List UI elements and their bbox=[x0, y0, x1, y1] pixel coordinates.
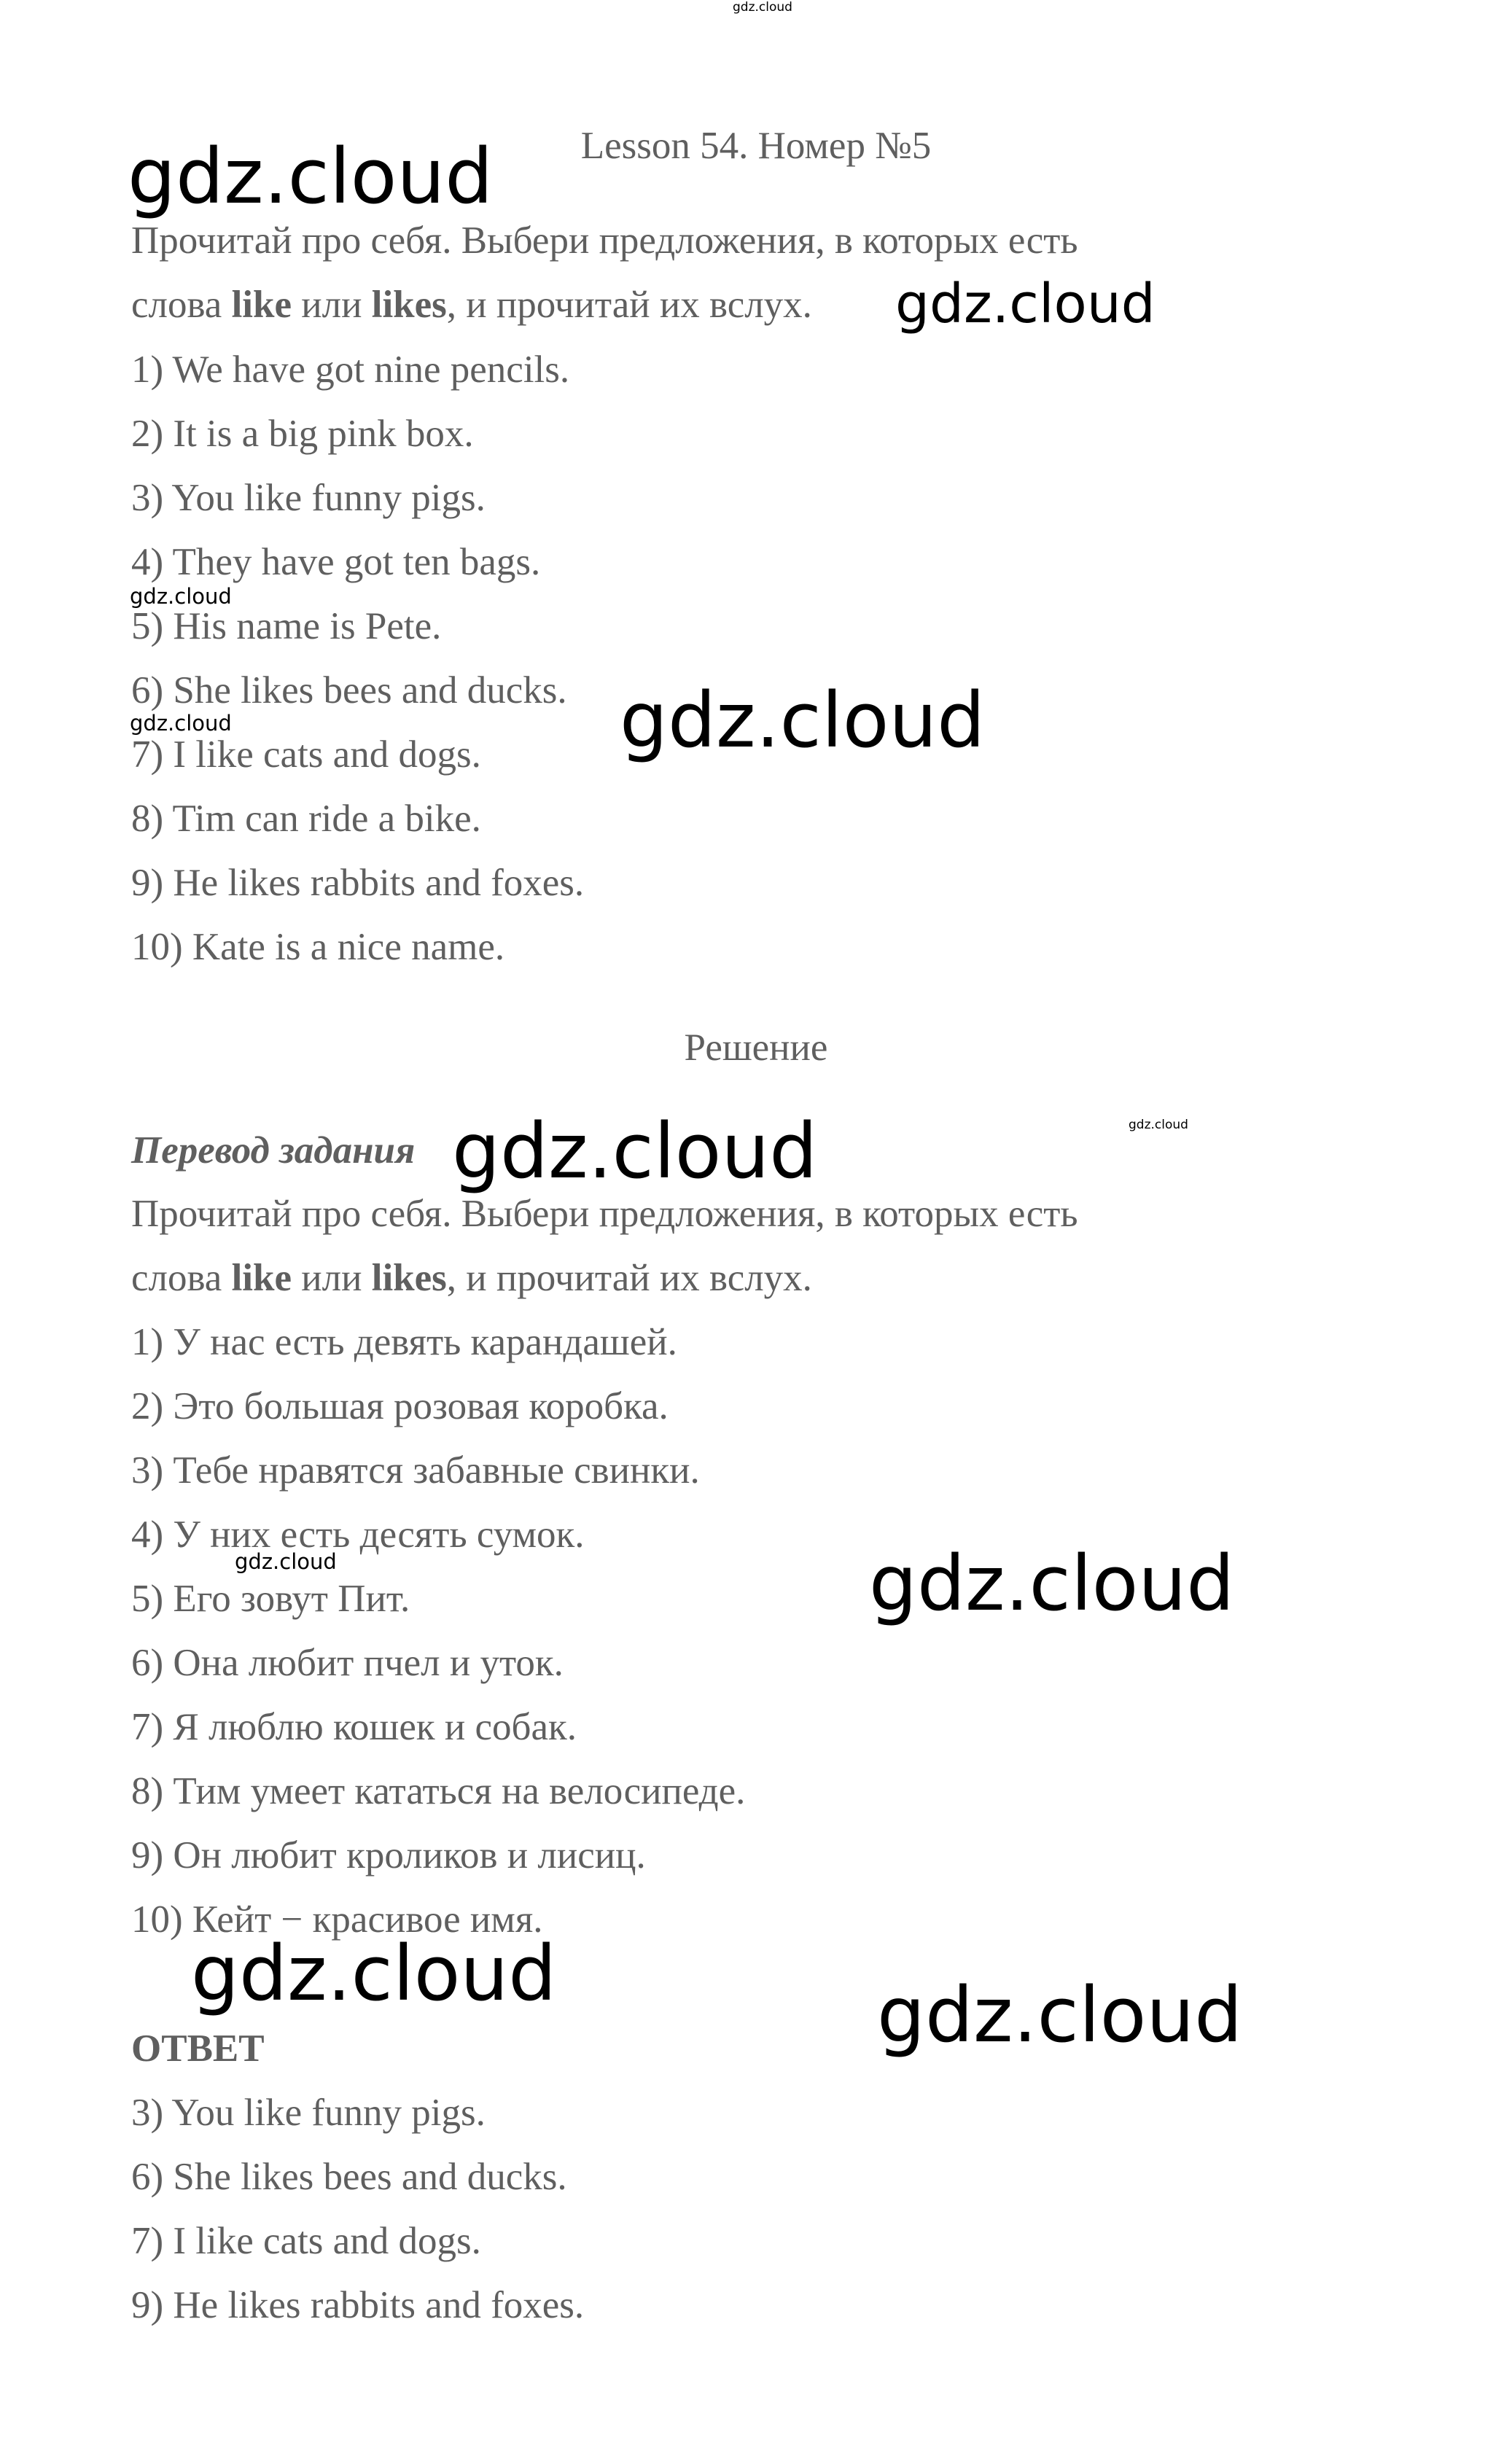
watermark: gdz.cloud bbox=[620, 676, 986, 765]
watermark: gdz.cloud bbox=[895, 273, 1156, 335]
list-item: 5) His name is Pete. bbox=[131, 605, 442, 647]
task-instruction-line1: Прочитай про себя. Выбери предложения, в которых есть bbox=[131, 219, 1078, 262]
keyword-likes: likes bbox=[371, 1257, 447, 1299]
task-instruction-line2 bbox=[131, 279, 812, 330]
watermark: gdz.cloud bbox=[869, 1539, 1235, 1628]
list-item: 3) Тебе нравятся забавные свинки. bbox=[131, 1449, 700, 1492]
list-item: 2) It is a big pink box. bbox=[131, 413, 474, 455]
list-item: 7) I like cats and dogs. bbox=[131, 733, 481, 776]
watermark: gdz.cloud bbox=[1129, 1118, 1188, 1132]
list-item: 5) Его зовут Пит. bbox=[131, 1578, 410, 1620]
keyword-like: like bbox=[231, 1257, 292, 1299]
keyword-like: like bbox=[231, 284, 292, 326]
watermark: gdz.cloud bbox=[235, 1549, 337, 1574]
watermark: gdz.cloud bbox=[191, 1929, 557, 2018]
list-item: 10) Kate is a nice name. bbox=[131, 926, 505, 968]
list-item: 3) You like funny pigs. bbox=[131, 2092, 486, 2134]
instruction-text: или bbox=[292, 284, 372, 326]
list-item: 9) Он любит кроликов и лисиц. bbox=[131, 1834, 646, 1877]
list-item: 2) Это большая розовая коробка. bbox=[131, 1385, 669, 1427]
instruction-text: , и прочитай их вслух. bbox=[446, 1257, 812, 1299]
watermark: gdz.cloud bbox=[877, 1971, 1243, 2060]
watermark: gdz.cloud bbox=[130, 711, 232, 736]
list-item: 10) Кейт − красивое имя. bbox=[131, 1898, 543, 1941]
watermark: gdz.cloud bbox=[128, 132, 494, 221]
page-title: Lesson 54. Номер №5 bbox=[580, 125, 932, 167]
translation-instruction-line2 bbox=[131, 1252, 812, 1304]
list-item: 4) They have got ten bags. bbox=[131, 541, 541, 583]
translation-instruction-line1: Прочитай про себя. Выбери предложения, в которых есть bbox=[131, 1193, 1078, 1235]
watermark: gdz.cloud bbox=[452, 1107, 818, 1196]
instruction-text: слова bbox=[131, 284, 232, 326]
list-item: 7) Я люблю кошек и собак. bbox=[131, 1706, 577, 1748]
instruction-text: , и прочитай их вслух. bbox=[446, 284, 812, 326]
solution-heading: Решение bbox=[684, 1026, 828, 1069]
list-item: 6) Она любит пчел и уток. bbox=[131, 1642, 564, 1684]
answer-heading: ОТВЕТ bbox=[131, 2027, 265, 2070]
list-item: 6) She likes bees and ducks. bbox=[131, 2156, 567, 2198]
list-item: 7) I like cats and dogs. bbox=[131, 2220, 481, 2262]
list-item: 6) She likes bees and ducks. bbox=[131, 669, 567, 712]
list-item: 9) He likes rabbits and foxes. bbox=[131, 2284, 585, 2326]
list-item: 4) У них есть десять сумок. bbox=[131, 1513, 585, 1556]
watermark: gdz.cloud bbox=[130, 584, 232, 609]
watermark: gdz.cloud bbox=[733, 0, 792, 15]
list-item: 1) We have got nine pencils. bbox=[131, 348, 570, 391]
list-item: 8) Tim can ride a bike. bbox=[131, 798, 481, 840]
instruction-text: или bbox=[292, 1257, 372, 1299]
keyword-likes: likes bbox=[371, 284, 447, 326]
list-item: 1) У нас есть девять карандашей. bbox=[131, 1321, 677, 1363]
list-item: 3) You like funny pigs. bbox=[131, 477, 486, 519]
translation-heading: Перевод задания bbox=[131, 1129, 416, 1172]
list-item: 9) He likes rabbits and foxes. bbox=[131, 862, 585, 904]
instruction-text: слова bbox=[131, 1257, 232, 1299]
list-item: 8) Тим умеет кататься на велосипеде. bbox=[131, 1770, 746, 1812]
